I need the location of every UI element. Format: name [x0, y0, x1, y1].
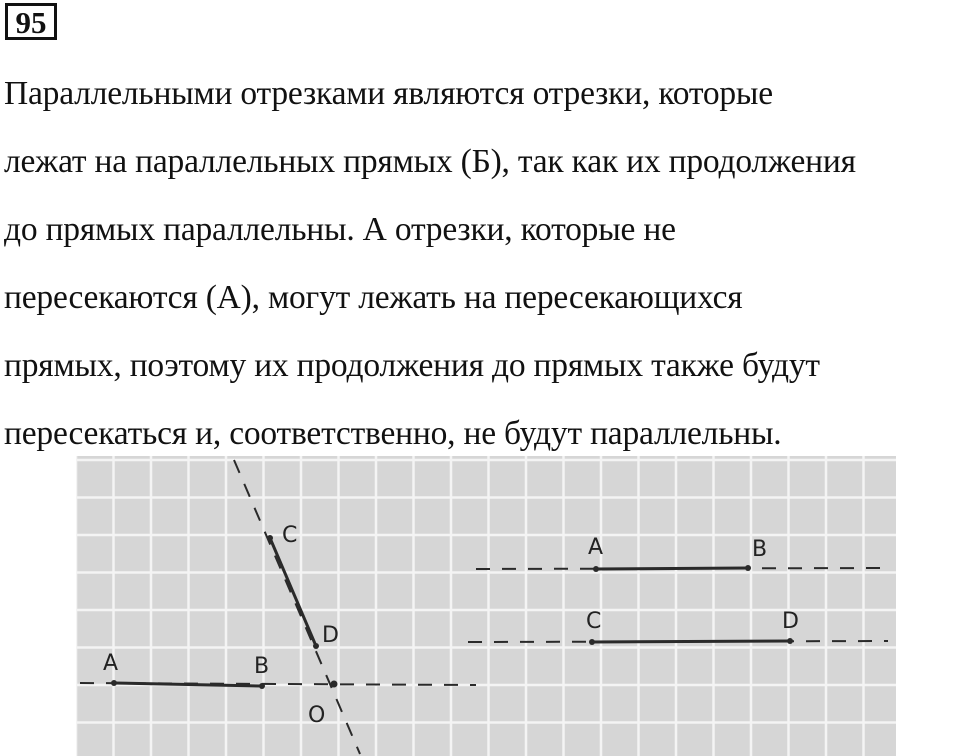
label-d-left: D — [322, 623, 339, 648]
segment-cd-right — [592, 641, 790, 642]
label-o-left: O — [308, 703, 326, 728]
label-c-left: C — [282, 523, 298, 548]
paper-background — [76, 456, 896, 756]
grid-paper-figure — [76, 456, 896, 756]
segment-ab-right — [596, 568, 748, 569]
text-line: до прямых параллельны. А отрезки, которые не — [4, 211, 676, 248]
text-line: пересекаться и, соответственно, не будут параллельны. — [4, 415, 782, 452]
text-line: пересекаются (А), могут лежать на пересекающихся — [4, 279, 743, 316]
point-a — [111, 680, 117, 686]
label-b-left: B — [254, 654, 270, 679]
point-b-right — [745, 565, 751, 571]
point-a-right — [593, 566, 599, 572]
label-c-right: C — [586, 609, 602, 634]
point-d — [313, 643, 319, 649]
text-line: прямых, поэтому их продолжения до прямых также будут — [4, 347, 820, 384]
label-b-right: B — [752, 537, 768, 562]
point-c-right — [589, 639, 595, 645]
point-o — [331, 681, 338, 688]
label-d-right: D — [782, 609, 799, 634]
figure-svg — [76, 456, 896, 756]
problem-text — [4, 60, 960, 468]
point-b — [259, 683, 265, 689]
label-a-left: A — [103, 651, 119, 676]
point-c — [267, 535, 273, 541]
point-d-right — [787, 638, 793, 644]
text-line: Параллельными отрезками являются отрезки, которые — [4, 75, 773, 112]
text-line: лежат на параллельных прямых (Б), так как их продолжения — [4, 143, 856, 180]
label-a-right: A — [588, 535, 604, 560]
problem-number: 95 — [5, 3, 57, 40]
